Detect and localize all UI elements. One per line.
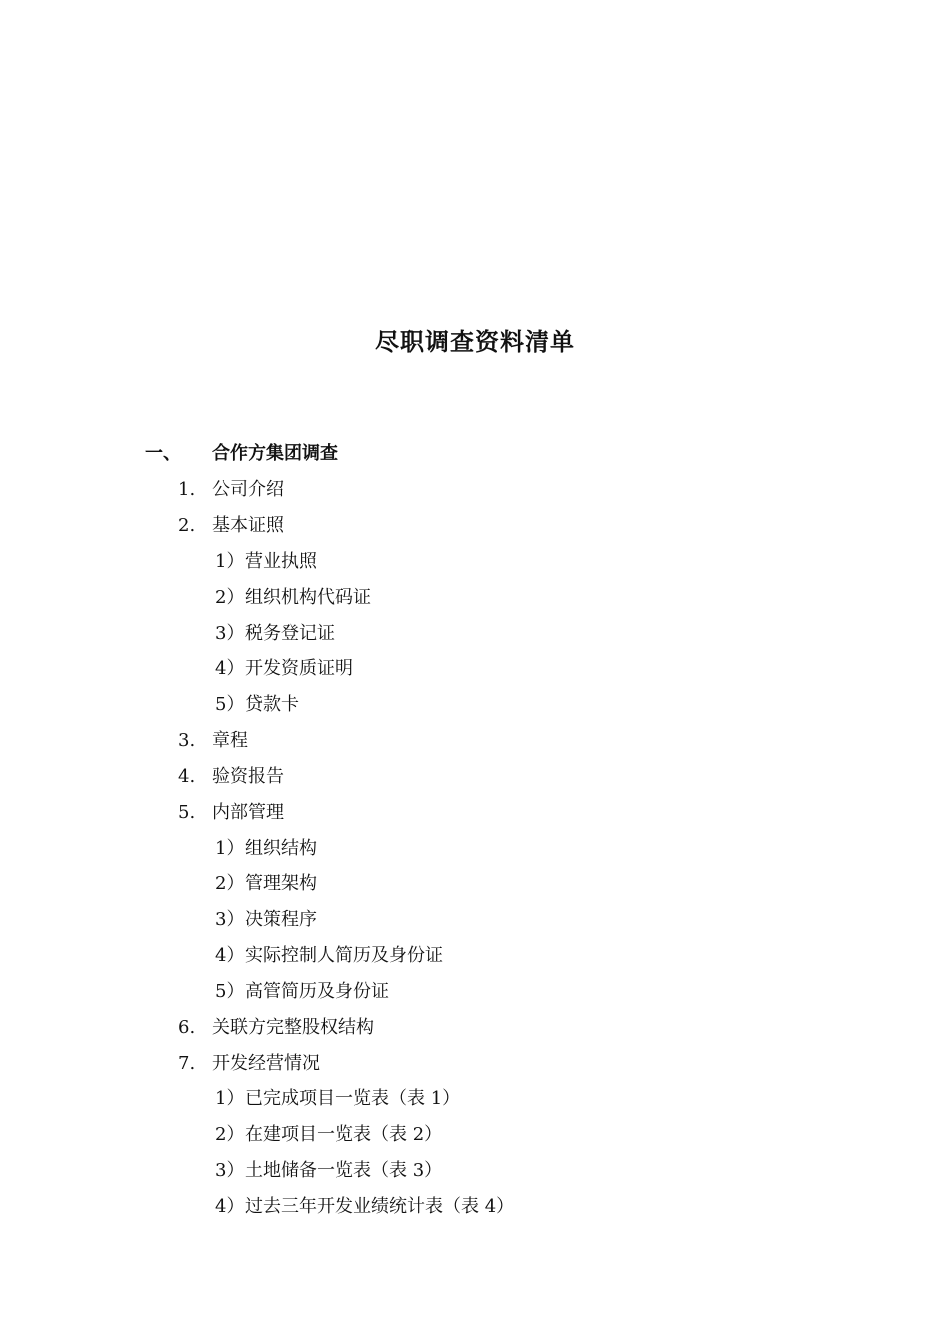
subitem-number: 5） [215, 981, 245, 1002]
subitem-text: 过去三年开发业绩统计表（表 4） [245, 1196, 515, 1217]
item-number: 6. [178, 1017, 196, 1038]
subitem-number: 2） [215, 873, 245, 894]
item-text: 关联方完整股权结构 [212, 1017, 374, 1038]
item-number: 5. [178, 802, 196, 823]
subitem-number: 3） [215, 1160, 245, 1181]
subitem-text: 已完成项目一览表（表 1） [245, 1088, 461, 1109]
subitem-text: 贷款卡 [245, 694, 299, 715]
item-number: 7. [178, 1053, 196, 1074]
subitem-number: 2） [215, 1124, 245, 1145]
item-text: 开发经营情况 [212, 1053, 320, 1074]
subitem-number: 3） [215, 909, 245, 930]
subitem-text: 管理架构 [245, 873, 317, 894]
subitem-number: 4） [215, 1196, 245, 1217]
item-text: 章程 [212, 730, 248, 751]
subitem-text: 高管简历及身份证 [245, 981, 389, 1002]
item-number: 2. [178, 515, 196, 536]
section-title: 合作方集团调查 [212, 443, 338, 464]
document-title: 尽职调查资料清单 [375, 327, 575, 356]
item-number: 3. [178, 730, 196, 751]
subitem-number: 1） [215, 551, 245, 572]
subitem-text: 营业执照 [245, 551, 317, 572]
subitem-text: 在建项目一览表（表 2） [245, 1124, 443, 1145]
section-number: 一、 [145, 443, 181, 464]
subitem-number: 1） [215, 838, 245, 859]
subitem-text: 开发资质证明 [245, 658, 353, 679]
subitem-text: 税务登记证 [245, 623, 335, 644]
item-number: 1. [178, 479, 196, 500]
item-text: 公司介绍 [212, 479, 284, 500]
item-text: 基本证照 [212, 515, 284, 536]
subitem-text: 组织机构代码证 [245, 587, 371, 608]
subitem-text: 土地储备一览表（表 3） [245, 1160, 443, 1181]
item-number: 4. [178, 766, 196, 787]
subitem-number: 3） [215, 623, 245, 644]
item-text: 内部管理 [212, 802, 284, 823]
subitem-number: 4） [215, 658, 245, 679]
item-text: 验资报告 [212, 766, 284, 787]
subitem-text: 实际控制人简历及身份证 [245, 945, 443, 966]
subitem-number: 1） [215, 1088, 245, 1109]
subitem-number: 4） [215, 945, 245, 966]
subitem-number: 5） [215, 694, 245, 715]
subitem-text: 组织结构 [245, 838, 317, 859]
subitem-number: 2） [215, 587, 245, 608]
subitem-text: 决策程序 [245, 909, 317, 930]
